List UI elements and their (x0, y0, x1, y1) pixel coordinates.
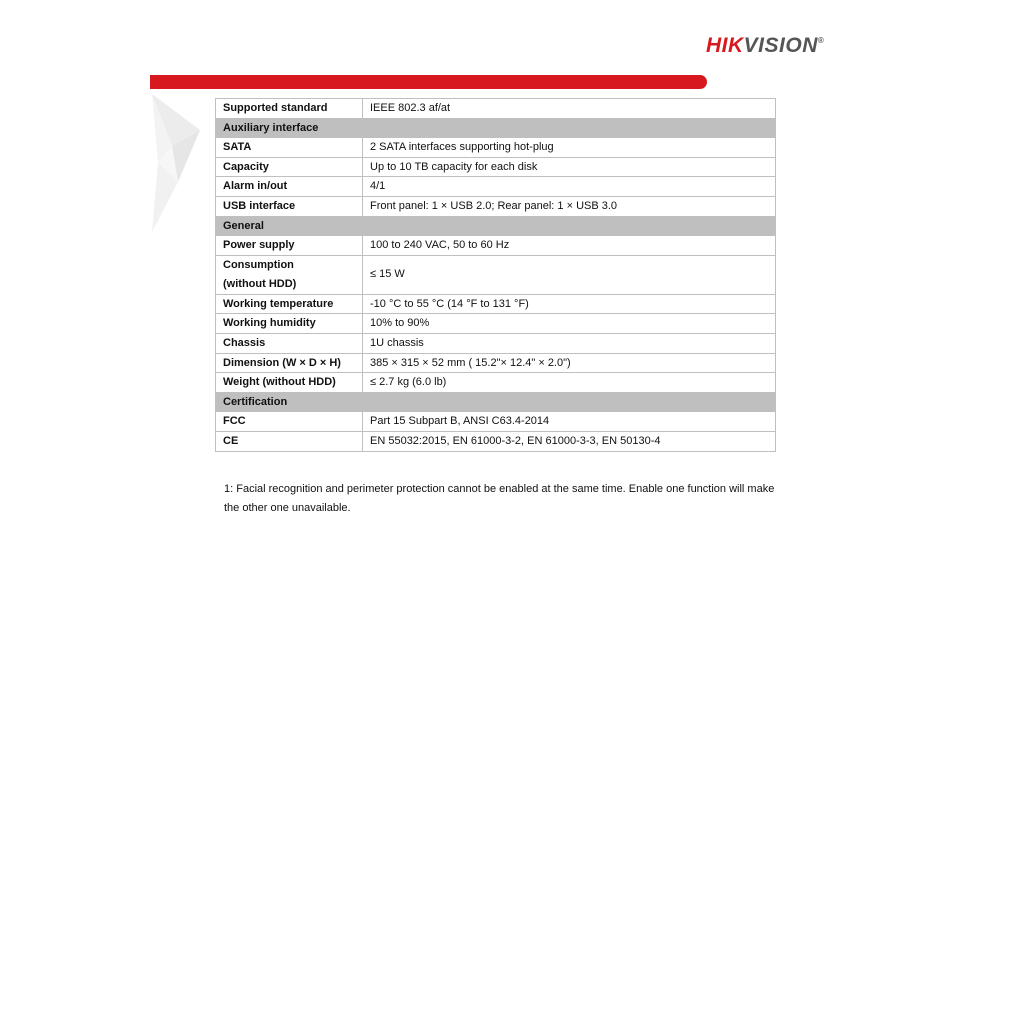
spec-value: Up to 10 TB capacity for each disk (363, 157, 776, 177)
section-title: Auxiliary interface (216, 118, 776, 138)
section-title: General (216, 216, 776, 236)
table-row (216, 255, 776, 294)
table-row (216, 196, 776, 216)
spec-key: Working humidity (216, 314, 363, 334)
table-row (216, 373, 776, 393)
footnote-line-2: the other one unavailable. (224, 502, 351, 514)
table-row (216, 294, 776, 314)
footnote-line-1: 1: Facial recognition and perimeter protection cannot be enabled at the same time. Enable one function will make (224, 483, 775, 495)
spec-value: Front panel: 1 × USB 2.0; Rear panel: 1 × USB 3.0 (363, 196, 776, 216)
spec-table (215, 98, 776, 452)
table-row (216, 412, 776, 432)
spec-value: IEEE 802.3 af/at (363, 99, 776, 119)
spec-key: Supported standard (216, 99, 363, 119)
table-row (216, 353, 776, 373)
spec-value: 4/1 (363, 177, 776, 197)
spec-value: ≤ 15 W (363, 255, 776, 294)
registered-mark: ® (817, 36, 825, 45)
spec-key-line-2: (without HDD) (223, 277, 297, 290)
spec-key-line-1: Consumption (223, 258, 294, 271)
spec-value: 10% to 90% (363, 314, 776, 334)
spec-value: 100 to 240 VAC, 50 to 60 Hz (363, 236, 776, 256)
spec-value: 385 × 315 × 52 mm ( 15.2"× 12.4" × 2.0") (363, 353, 776, 373)
spec-key: Capacity (216, 157, 363, 177)
spec-value: -10 °C to 55 °C (14 °F to 131 °F) (363, 294, 776, 314)
section-row (216, 216, 776, 236)
spec-key (216, 255, 363, 294)
section-title: Certification (216, 392, 776, 412)
spec-key: Chassis (216, 333, 363, 353)
spec-key: Working temperature (216, 294, 363, 314)
spec-key: USB interface (216, 196, 363, 216)
spec-value: Part 15 Subpart B, ANSI C63.4-2014 (363, 412, 776, 432)
logo-vision-text: VISION (743, 34, 818, 57)
spec-value: 1U chassis (363, 333, 776, 353)
table-row (216, 236, 776, 256)
table-row (216, 157, 776, 177)
spec-key: Alarm in/out (216, 177, 363, 197)
table-row (216, 99, 776, 119)
spec-value: 2 SATA interfaces supporting hot-plug (363, 138, 776, 158)
logo-hik-text: HIK (706, 34, 744, 57)
spec-value: ≤ 2.7 kg (6.0 lb) (363, 373, 776, 393)
spec-key: Dimension (W × D × H) (216, 353, 363, 373)
footnote (224, 480, 804, 518)
spec-key: Weight (without HDD) (216, 373, 363, 393)
spec-key: SATA (216, 138, 363, 158)
table-row (216, 333, 776, 353)
table-row (216, 177, 776, 197)
spec-key: CE (216, 431, 363, 451)
section-row (216, 118, 776, 138)
section-row (216, 392, 776, 412)
hikvision-logo (706, 34, 824, 58)
spec-key: FCC (216, 412, 363, 432)
table-row (216, 314, 776, 334)
watermark-shape-icon (148, 92, 208, 237)
spec-value: EN 55032:2015, EN 61000-3-2, EN 61000-3-3, EN 50130-4 (363, 431, 776, 451)
spec-key: Power supply (216, 236, 363, 256)
table-row (216, 431, 776, 451)
table-row (216, 138, 776, 158)
header-red-bar (150, 75, 707, 89)
